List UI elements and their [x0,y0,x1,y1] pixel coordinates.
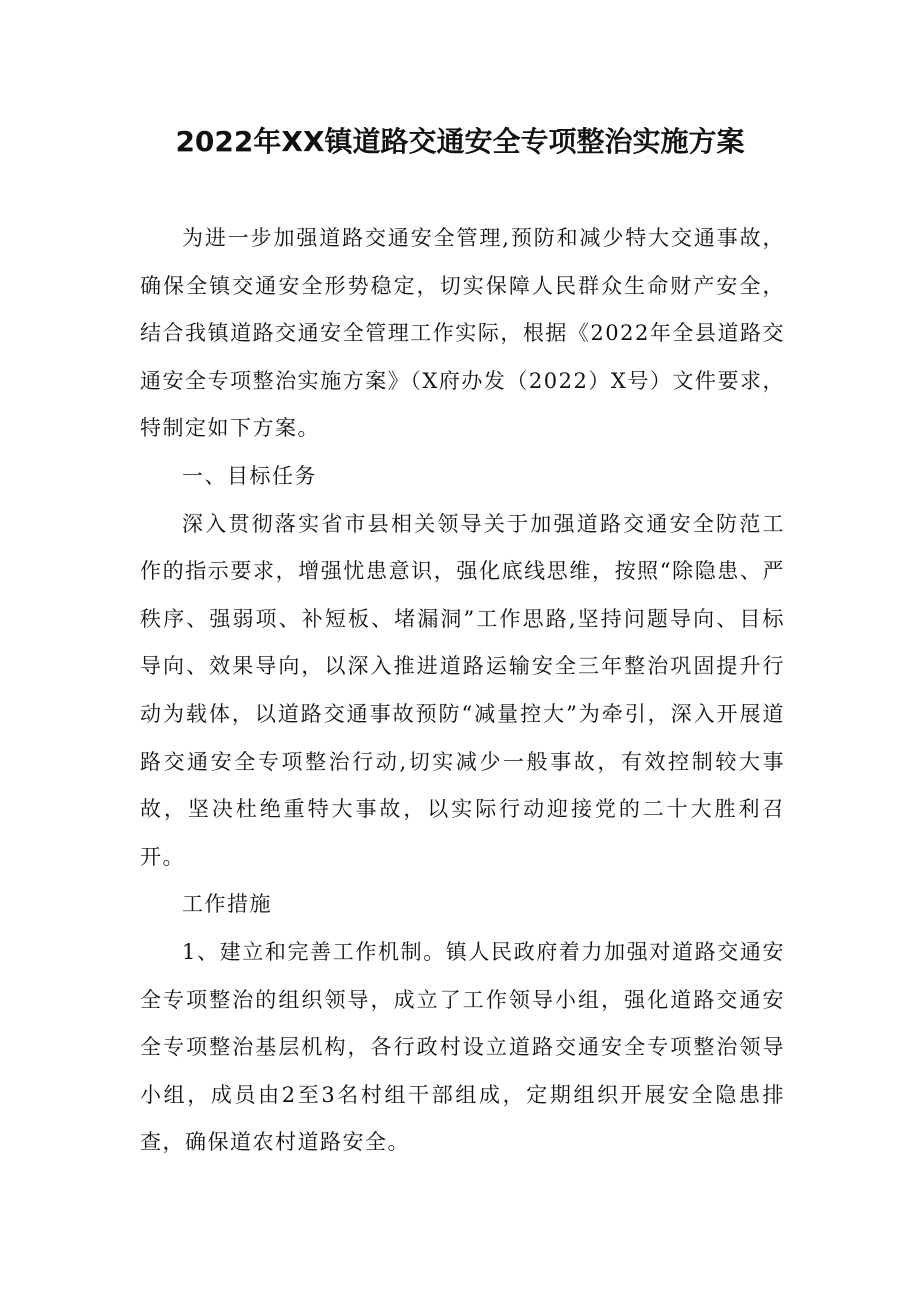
measure-paragraph-1: 1、建立和完善工作机制。镇人民政府着力加强对道路交通安全专项整治的组织领导，成立了工作领导小组，强化道路交通安全专项整治基层机构，各行政村设立道路交通安全专项整治领导小组，成员由2至3名村组干部组成，定期组织开展安全隐患排查，确保道农村道路安全。 [140,939,785,1155]
document-body [140,215,785,1167]
document-title: 2022年XX镇道路交通安全专项整治实施方案 [175,125,745,158]
section-heading-measures: 工作措施 [182,892,272,917]
intro-paragraph: 为进一步加强道路交通安全管理,预防和减少特大交通事故，确保全镇交通安全形势稳定，切实保障人民群众生命财产安全，结合我镇道路交通安全管理工作实际，根据《2022年全县道路交通安全专项整治实施方案》（X府办发（2022）X号）文件要求，特制定如下方案。 [140,226,785,441]
section-heading-goals: 一、目标任务 [182,463,317,488]
goals-paragraph: 深入贯彻落实省市县相关领导关于加强道路交通安全防范工作的指示要求，增强忧患意识，强化底线思维，按照“除隐患、严秩序、强弱项、补短板、堵漏洞”工作思路,坚持问题导向、目标导向、效果导向，以深入推进道路运输安全三年整治巩固提升行动为载体，以道路交通事故预防“减量控大”为牵引，深入开展道路交通安全专项整治行动,切实减少一般事故，有效控制较大事故，坚决杜绝重特大事故，以实际行动迎接党的二十大胜利召开。 [140,511,785,869]
